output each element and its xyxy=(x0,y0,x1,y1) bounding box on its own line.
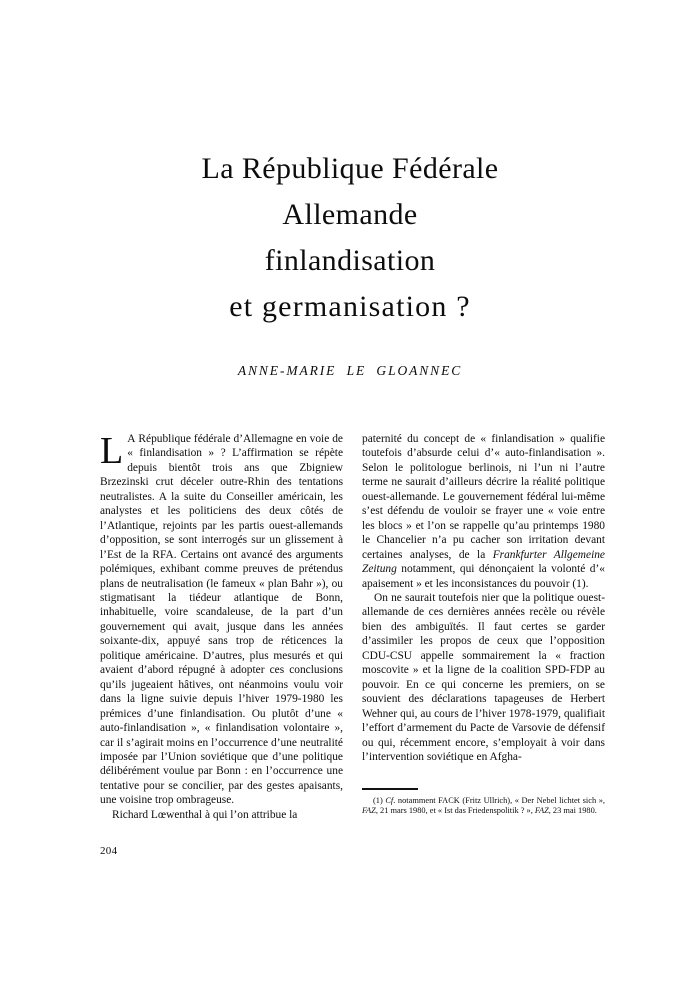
right-paragraph-1-part-a: paternité du concept de « finlandisation » qualifie toutefois d’absurde celui d’« auto-finlandisation ». Selon le politologue berlinois, ni l’un ni l’autre terme ne saurait d’ailleurs décrire la réalité politique ouest-allemande. Le gouvernement fédéral lui-même s’est défendu de vouloir se frayer une « voie entre les blocs » et l’on se rappelle qu’au printemps 1980 le Chancelier n’a pu cacher son irritation devant certaines analyses, de la xyxy=(362,433,605,561)
footnote-text-b: , 21 mars 1980, et « Ist das Friedenspolitik ? », xyxy=(375,805,535,815)
footnote-section xyxy=(362,788,605,816)
left-paragraph-2: Richard Lœwenthal à qui l’on attribue la xyxy=(112,808,298,821)
footnote-1 xyxy=(362,796,605,816)
left-column xyxy=(100,432,343,822)
title-line-4: et germanisation ? xyxy=(229,290,471,323)
footnote-separator-rule xyxy=(362,788,418,790)
opening-small-caps: A xyxy=(127,433,136,445)
right-paragraph-1-part-b: notamment, qui dénonçaient la volonté d’« apaisement » et les inconsistances du pouvoir (1). xyxy=(362,563,605,590)
left-paragraph-1 xyxy=(100,432,343,808)
footnote-text-a: . notamment FACK (Fritz Ullrich), « Der Nebel lichtet sich », xyxy=(393,795,605,805)
footnote-source-1: FAZ xyxy=(362,805,376,815)
author-byline: ANNE-MARIE LE GLOANNEC xyxy=(237,363,463,378)
body-columns xyxy=(100,432,605,822)
footnote-source-2: FAZ xyxy=(534,805,549,815)
page-number: 204 xyxy=(100,845,118,857)
footnote-marker: (1) xyxy=(373,795,383,805)
title-line-1: La République Fédérale xyxy=(201,152,499,185)
footnote-cf: Cf xyxy=(385,795,394,805)
journal-title-italic: Frankfurter Allgemeine Zeitung xyxy=(362,548,605,576)
title-line-3: finlandisation xyxy=(264,244,436,277)
footnote-text-c: , 23 mai 1980. xyxy=(548,805,597,815)
drop-cap: L xyxy=(100,430,124,472)
title-line-2: Allemande xyxy=(282,198,418,231)
right-paragraph-1 xyxy=(362,432,605,591)
right-column xyxy=(362,432,605,822)
page-title xyxy=(95,146,605,330)
left-paragraph-1-text: République fédérale d’Allemagne en voie de « finlandisation » ? L’affirmation se répète depuis bientôt trois ans que Zbigniew Brzezinski crut déceler outre-Rhin des tentations neutralistes. A la suite du Conseiller américain, les analystes et les politiciens des deux côtés de l’Atlantique, rejoints par les partis ouest-allemands d’opposition, se sont interrogés sur un glissement à l’Est de la RFA. Certains ont avancé des arguments polémiques, exhibant comme preuves de prétendus plans de neutralisation (le fameux « plan Bahr »), ou stigmatisant la tiédeur atlantique de Bonn, inhabituelle, voire scandaleuse, de la part d’un gouvernement qui avait, jusque dans les années soixante-dix, appuyé sans trop de réticences la politique américaine. D’autres, plus mesurés et qui avaient d’abord répugné à adopter ces conclusions qu’ils jugeaient hâtives, ont néanmoins voulu voir dans la ligne suivie depuis l’hiver 1979-1980 les prémices d’une finlandisation. Ou plutôt d’une « auto-finlandisation », « finlandisation volontaire », car il s’agirait moins en l’occurrence d’une neutralité imposée par l’Union soviétique que d’une politique délibérément voulue par Bonn : en l’occurrence une tentative pour se concilier, par des gestes apaisants, une voisine trop ombrageuse. xyxy=(100,433,343,807)
right-paragraph-2: On ne saurait toutefois nier que la politique ouest-allemande de ces dernières années recèle ou révèle bien des ambiguïtés. Il faut certes se garder d’assimiler les propos de ceux que l’opposition CDU-CSU appelle sommairement la « fraction moscovite » et la ligne de la coalition SPD-FDP au pouvoir. En ce qui concerne les premiers, on se souvient des déclarations tapageuses de Herbert Wehner qui, au cours de l’hiver 1978-1979, qualifiait l’effort d’armement du Pacte de Varsovie de défensif ou qui, récemment encore, s’employait à voir dans l’intervention soviétique en Afgha- xyxy=(362,591,605,763)
